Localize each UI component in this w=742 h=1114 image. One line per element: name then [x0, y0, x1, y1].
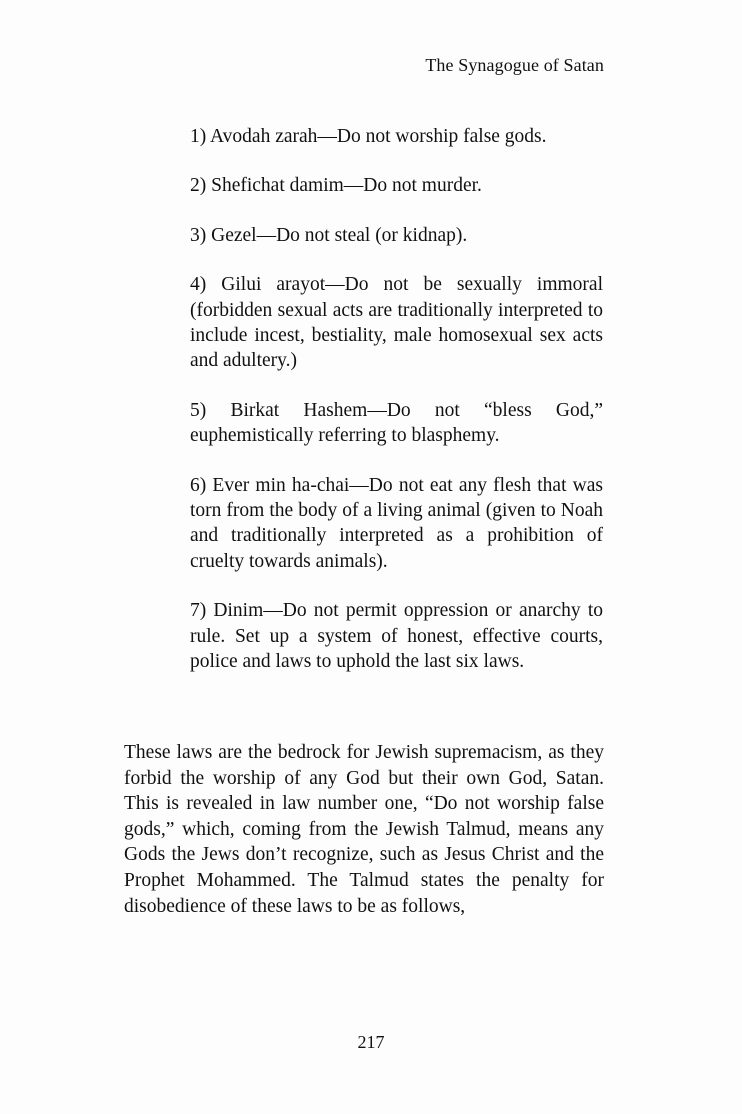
law-item: 2) Shefichat damim—Do not murder.: [190, 175, 482, 197]
law-item: 5) Birkat Hashem—Do not “bless God,” euphemistically referring to blasphemy.: [190, 399, 603, 447]
body-paragraph: These laws are the bedrock for Jewish supremacism, as they forbid the worship of any God but their own God, Satan. This is revealed in law number one, “Do not worship false gods,” which, coming from the Jewish Talmud, means any Gods the Jews don’t recognize, such as Jesus Christ and the Prophet Mohammed. The Talmud states the penalty for disobedience of these laws to be as follows,: [124, 742, 604, 917]
law-item: 4) Gilui arayot—Do not be sexually immoral (forbidden sexual acts are traditionally interpreted to include incest, bestiality, male homosexual sex acts and adultery.): [190, 274, 603, 372]
law-item: 7) Dinim—Do not permit oppression or anarchy to rule. Set up a system of honest, effective courts, police and laws to uphold the last six laws.: [190, 600, 603, 673]
law-item: 1) Avodah zarah—Do not worship false gods.: [190, 126, 547, 147]
running-header: The Synagogue of Satan: [425, 55, 604, 75]
law-item: 6) Ever min ha-chai—Do not eat any flesh that was torn from the body of a living animal (given to Noah and traditionally interpreted as a prohibition of cruelty towards animals).: [190, 474, 603, 572]
noahide-laws-list: [190, 124, 603, 675]
law-item: 3) Gezel—Do not steal (or kidnap).: [190, 224, 468, 246]
page-number: 217: [357, 1032, 385, 1052]
